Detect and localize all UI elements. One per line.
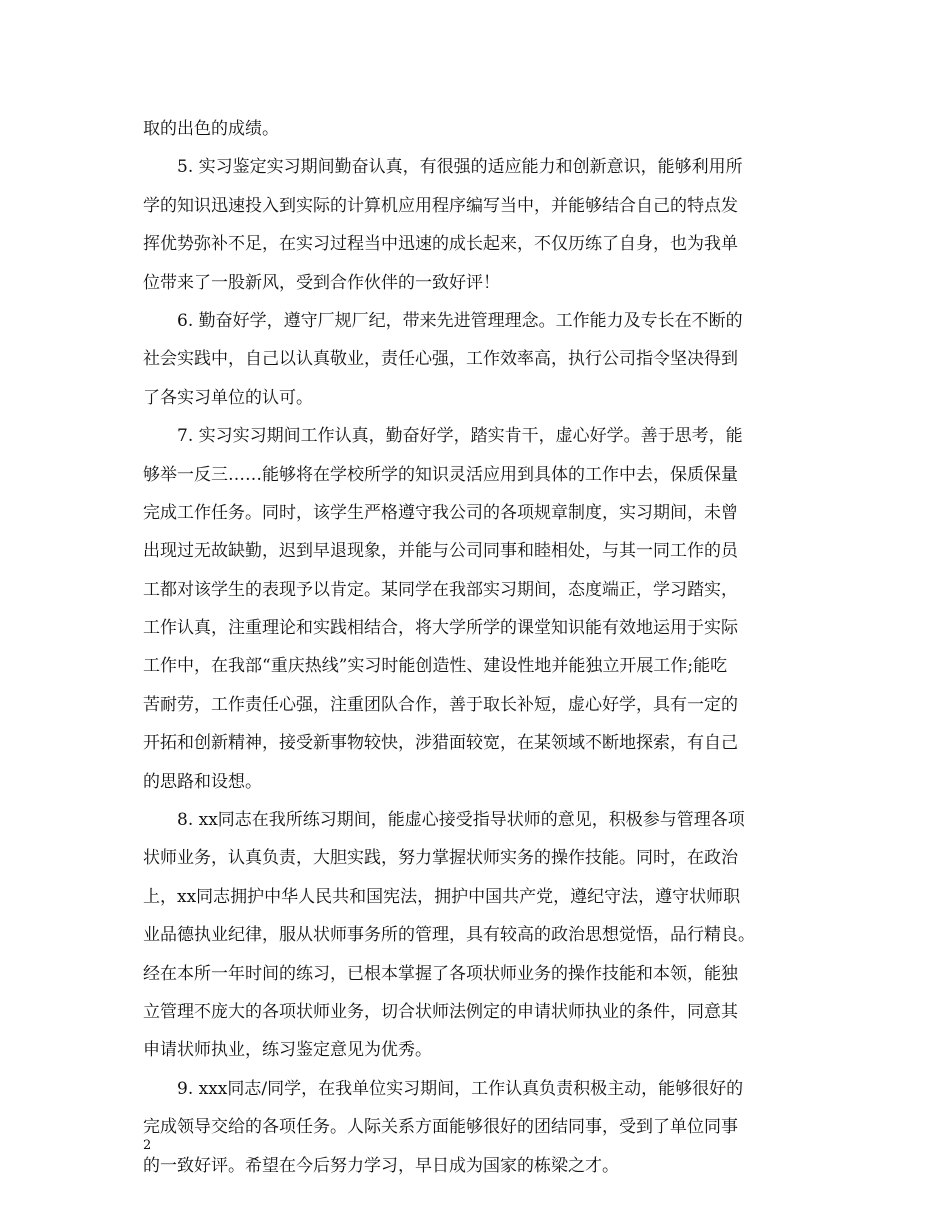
- text-line: 开拓和创新精神，接受新事物较快，涉猎面较宽，在某领域不断地探索，有自己: [143, 733, 738, 754]
- text-line: 挥优势弥补不足，在实习过程当中迅速的成长起来，不仅历练了自身，也为我单: [143, 234, 738, 255]
- text-line: 上，xx同志拥护中华人民共和国宪法，拥护中国共产党，遵纪守法，遵守状师职: [143, 886, 741, 907]
- text-line: 经在本所一年时间的练习，已根本掌握了各项状师业务的操作技能和本领，能独: [143, 963, 738, 984]
- text-line: 7. 实习实习期间工作认真，勤奋好学，踏实肯干，虚心好学。善于思考，能: [143, 426, 743, 447]
- text-line: 9. xxx同志/同学，在我单位实习期间，工作认真负责积极主动，能够很好的: [143, 1078, 744, 1099]
- text-line: 6. 勤奋好学，遵守厂规厂纪，带来先进管理理念。工作能力及专长在不断的: [143, 310, 743, 331]
- text-line: 够举一反三……能够将在学校所学的知识灵活应用到具体的工作中去，保质保量: [143, 464, 738, 485]
- text-line: 8. xx同志在我所练习期间，能虚心接受指导状师的意见，积极参与管理各项: [143, 810, 745, 831]
- text-line: 取的出色的成绩。: [143, 119, 279, 139]
- text-line: 申请状师执业，练习鉴定意见为优秀。: [143, 1040, 432, 1061]
- text-line: 完成领导交给的各项任务。人际关系方面能够很好的团结同事，受到了单位同事: [143, 1117, 738, 1138]
- text-line: 完成工作任务。同时，该学生严格遵守我公司的各项规章制度，实习期间，未曾: [143, 502, 738, 523]
- text-line: 位带来了一股新风，受到合作伙伴的一致好评！: [143, 272, 500, 293]
- text-line: 立管理不庞大的各项状师业务，切合状师法例定的申请状师执业的条件，同意其: [143, 1001, 738, 1022]
- text-body: [143, 110, 833, 1185]
- page-number: 2: [143, 1138, 152, 1153]
- text-line: 社会实践中，自己以认真敬业，责任心强，工作效率高，执行公司指令坚决得到: [143, 349, 738, 370]
- text-line: 学的知识迅速投入到实际的计算机应用程序编写当中，并能够结合自己的特点发: [143, 195, 738, 216]
- text-line: 的一致好评。希望在今后努力学习，早日成为国家的栋梁之才。: [143, 1155, 619, 1176]
- text-line: 工作中，在我部“重庆热线”实习时能创造性、建设性地并能独立开展工作;能吃: [143, 656, 728, 677]
- text-line: 状师业务，认真负责，大胆实践，努力掌握状师实务的操作技能。同时，在政治: [143, 848, 738, 869]
- text-line: 工作认真，注重理论和实践相结合，将大学所学的课堂知识能有效地运用于实际: [143, 618, 738, 639]
- text-line: 5. 实习鉴定实习期间勤奋认真，有很强的适应能力和创新意识，能够利用所: [143, 157, 743, 178]
- text-line: 工都对该学生的表现予以肯定。某同学在我部实习期间，态度端正，学习踏实，: [143, 579, 738, 600]
- text-line: 了各实习单位的认可。: [143, 387, 313, 408]
- text-line: 出现过无故缺勤，迟到早退现象，并能与公司同事和睦相处，与其一同工作的员: [143, 541, 738, 562]
- text-line: 的思路和设想。: [143, 771, 262, 792]
- text-line: 苦耐劳，工作责任心强，注重团队合作，善于取长补短，虚心好学，具有一定的: [143, 694, 738, 715]
- text-line: 业品德执业纪律，服从状师事务所的管理，具有较高的政治思想觉悟，品行精良。: [143, 925, 755, 946]
